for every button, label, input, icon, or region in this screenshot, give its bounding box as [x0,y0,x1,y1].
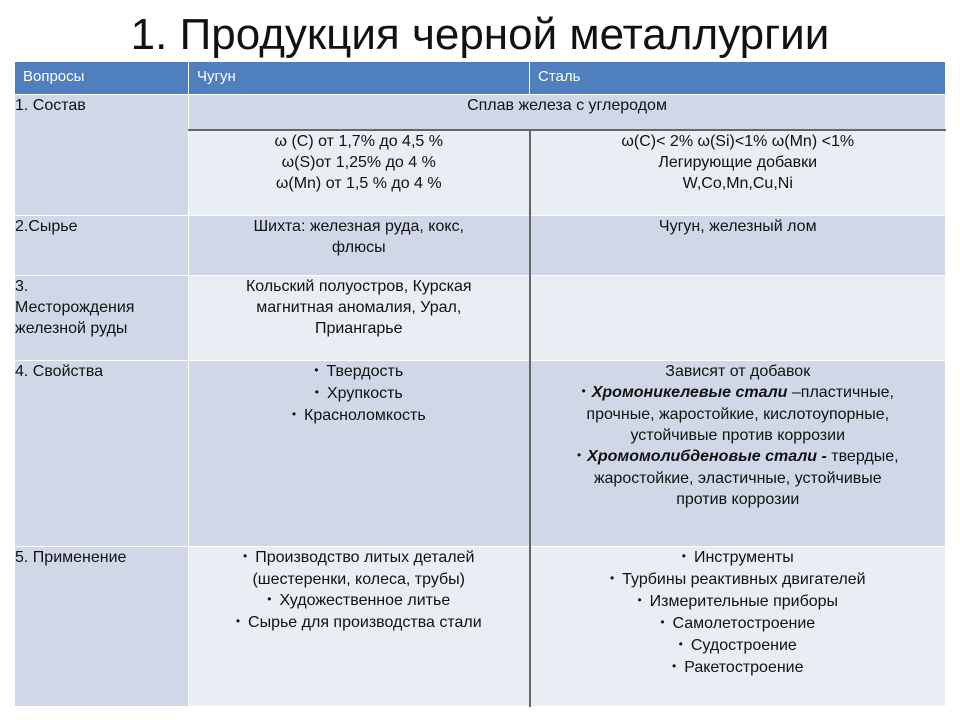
list-item-text: Хрупкость [326,385,403,402]
alloy-text-line: прочные, жаростойкие, кислотоупорные, [586,406,890,423]
composition-steel [530,130,946,216]
row-label-properties: 4. Свойства [15,361,189,547]
list-item-text: Ракетостроение [684,659,804,676]
table-row-properties [15,361,946,547]
deposits-label-line: 3. [15,278,29,295]
bullet-icon: • [576,448,582,462]
table-row-raw [15,216,946,276]
deposits-iron-line: Кольский полуостров, Курская [245,278,472,295]
bullet-icon: • [291,407,297,421]
list-item [189,612,529,634]
list-item-text: (шестеренки, колеса, трубы) [252,571,466,588]
row-label-usage: 5. Применение [15,547,189,707]
bullet-icon: • [637,593,642,607]
row-label-deposits [15,276,189,361]
usage-steel [530,547,946,707]
bullet-icon: • [581,384,586,398]
bullet-icon: • [671,659,677,673]
list-item [189,590,529,612]
list-item-text: Художественное литье [279,592,451,609]
composition-steel-line: W,Co,Mn,Cu,Ni [682,174,793,192]
comparison-table [14,61,946,707]
properties-iron-list [189,361,529,427]
deposits-iron-line: Приангарье [314,320,403,337]
composition-steel-line: Легирующие добавки [658,153,818,171]
header-iron: Чугун [189,62,530,95]
alloy-text-line: устойчивые против коррозии [630,427,846,444]
deposits-iron [189,276,530,361]
deposits-steel [530,276,946,361]
list-item [189,547,529,590]
table-row-composition [15,95,946,130]
alloy-name: Хромоникелевые стали [591,384,792,401]
bullet-icon: • [235,614,241,628]
list-item-text: Инструменты [693,549,794,566]
alloy-text-line: жаростойкие, эластичные, устойчивые [593,470,882,487]
header-row [15,62,946,95]
list-item [531,657,946,679]
bullet-icon: • [314,363,319,377]
list-item [531,547,946,569]
list-item [189,405,529,427]
composition-iron-line: ω (С) от 1,7% до 4,5 % [274,132,443,150]
table-row-deposits [15,276,946,361]
usage-iron-list [189,547,529,634]
header-steel: Сталь [530,62,946,95]
composition-iron-line: ω(Mn) от 1,5 % до 4 % [275,174,442,192]
deposits-label-line: Месторождения [15,299,135,316]
header-questions: Вопросы [15,62,189,95]
deposits-iron-line: магнитная аномалия, Урал, [256,299,462,316]
list-item [531,382,946,404]
slide-title: 1. Продукция черной металлургии [130,10,830,59]
row-label-composition: 1. Состав [15,95,189,216]
list-item-text: Измерительные приборы [649,593,839,610]
list-item-text: Турбины реактивных двигателей [622,571,866,588]
composition-iron [189,130,530,216]
list-item-text: Красноломкость [304,407,426,424]
list-item [531,446,946,468]
list-item [189,383,529,405]
row-label-raw: 2.Сырье [15,216,189,276]
bullet-icon: • [314,385,319,399]
bullet-icon: • [609,571,615,585]
table-row-usage [15,547,946,707]
list-item [531,591,946,613]
alloy-text: –пластичные, [791,384,894,401]
composition-steel-line: ω(C)< 2% ω(Si)<1% ω(Mn) <1% [621,132,855,150]
list-item-text: Производство литых деталей [255,549,475,566]
bullet-icon: • [243,549,248,563]
composition-iron-line: ω(S)от 1,25% до 4 % [281,153,436,171]
list-item-text: Судостроение [690,637,797,654]
list-item [531,569,946,591]
usage-iron [189,547,530,707]
list-item-text: Самолетостроение [672,615,816,632]
list-item [189,361,529,383]
bullet-icon: • [678,637,683,651]
deposits-label-line: железной руды [15,320,128,337]
raw-iron [189,216,530,276]
properties-steel [530,361,946,547]
usage-steel-list [531,547,946,679]
list-item-text: Сырье для производства стали [248,614,482,631]
alloy-text: твердые, [831,448,899,465]
list-item [531,613,946,635]
alloy-text-line: против коррозии [676,491,800,508]
bullet-icon: • [681,549,686,563]
list-item-text: Твердость [326,363,404,380]
composition-common: Сплав железа с углеродом [189,95,946,130]
raw-iron-line: Шихта: железная руда, кокс, [253,218,464,235]
properties-iron [189,361,530,547]
alloy-name: Хромомолибденовые стали - [587,448,832,465]
bullet-icon: • [660,615,665,629]
raw-steel: Чугун, железный лом [530,216,946,276]
list-item [531,635,946,657]
bullet-icon: • [267,592,272,606]
properties-steel-intro: Зависят от добавок [665,363,811,380]
raw-iron-line: флюсы [331,239,386,256]
